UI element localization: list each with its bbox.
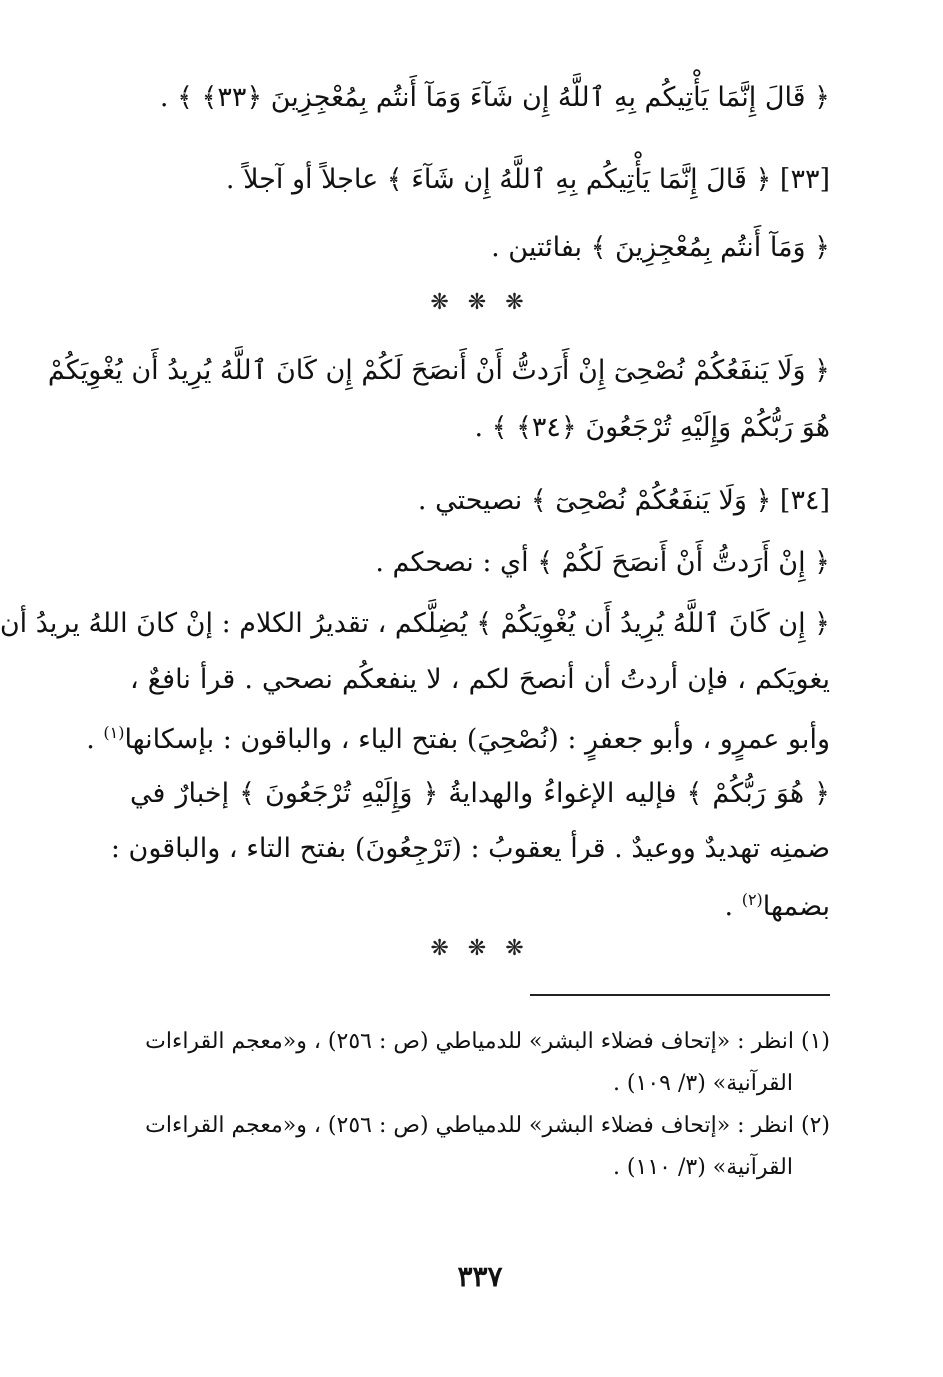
footnote-1-line-2: القرآنية» (٣/ ١٠٩) . — [612, 1071, 793, 1096]
verse-33-line: ﴿ قَالَ إِنَّمَا يَأْتِيكُم بِهِ ٱللَّهُ إِن شَآءَ وَمَآ أَنتُم بِمُعْجِزِينَ ﴿٣٣﴾ ﴾ . — [159, 82, 830, 113]
paragraph-2-line-3-text: بضمها — [762, 891, 830, 922]
verse-33-commentary-1: [٣٣] ﴿ قَالَ إِنَّمَا يَأْتِيكُم بِهِ ٱللَّهُ إِن شَآءَ ﴾ عاجلاً أو آجلاً . — [225, 164, 830, 195]
footnote-2-line-1: (٢) انظر : «إتحاف فضلاء البشر» للدمياطي (ص : ٢٥٦) ، و«معجم القراءات — [145, 1113, 830, 1138]
paragraph-2-line-1: ﴿ هُوَ رَبُّكُمْ ﴾ فإليه الإغواءُ والهدايةُ ﴿ وَإِلَيْهِ تُرْجَعُونَ ﴾ إخبارٌ في — [130, 778, 830, 809]
paragraph-2-line-3: بضمها$^{(٢)}$ . — [724, 890, 830, 922]
verse-34-line-1: ﴿ وَلَا يَنفَعُكُمْ نُصْحِىٓ إِنْ أَرَدتُّ أَنْ أَنصَحَ لَكُمْ إِن كَانَ ٱللَّهُ يُرِيدُ أَن يُغْوِيَكُمْ — [47, 355, 830, 386]
footnote-divider — [530, 994, 830, 996]
paragraph-1-line-3-text: وأبو عمرٍو ، وأبو جعفرٍ : (نُصْحِيَ) بفتح الياء ، والباقون : بإسكانها — [124, 724, 830, 755]
footnote-ref-2: (٢) — [741, 890, 763, 909]
paragraph-2-line-2: ضمنِه تهديدٌ ووعيدٌ . قرأ يعقوبُ : (تَرْجِعُونَ) بفتح التاء ، والباقون : — [110, 833, 830, 864]
verse-34-commentary-1: [٣٤] ﴿ وَلَا يَنفَعُكُمْ نُصْحِىٓ ﴾ نصيحتي . — [417, 485, 830, 516]
footnote-1-line-1: (١) انظر : «إتحاف فضلاء البشر» للدمياطي (ص : ٢٥٦) ، و«معجم القراءات — [145, 1029, 830, 1054]
paragraph-1-line-2: يغويَكم ، فإن أردتُ أن أنصحَ لكم ، لا ينفعكُم نصحي . قرأ نافعٌ ، — [130, 664, 830, 695]
section-separator-top: ❋ ❋ ❋ — [430, 290, 530, 315]
verse-34-line-2: هُوَ رَبُّكُمْ وَإِلَيْهِ تُرْجَعُونَ ﴿٣٤﴾ ﴾ . — [474, 412, 830, 443]
footnote-2-line-2: القرآنية» (٣/ ١١٠) . — [612, 1155, 793, 1180]
verse-33-commentary-2: ﴿ وَمَآ أَنتُم بِمُعْجِزِينَ ﴾ بفائتين . — [491, 232, 830, 263]
paragraph-1-line-3: وأبو عمرٍو ، وأبو جعفرٍ : (نُصْحِيَ) بفتح الياء ، والباقون : بإسكانها$^{(١)}$ . — [86, 723, 830, 755]
section-separator-bottom: ❋ ❋ ❋ — [430, 936, 530, 961]
verse-34-commentary-2: ﴿ إِنْ أَرَدتُّ أَنْ أَنصَحَ لَكُمْ ﴾ أي : نصحكم . — [375, 547, 830, 578]
paragraph-1-line-1: ﴿ إِن كَانَ ٱللَّهُ يُرِيدُ أَن يُغْوِيَكُمْ ﴾ يُضِلَّكم ، تقديرُ الكلام : إنْ كانَ اللهُ يريدُ أن — [0, 608, 830, 639]
footnote-ref-1: (١) — [103, 723, 125, 742]
page-number: ٣٣٧ — [457, 1260, 503, 1293]
